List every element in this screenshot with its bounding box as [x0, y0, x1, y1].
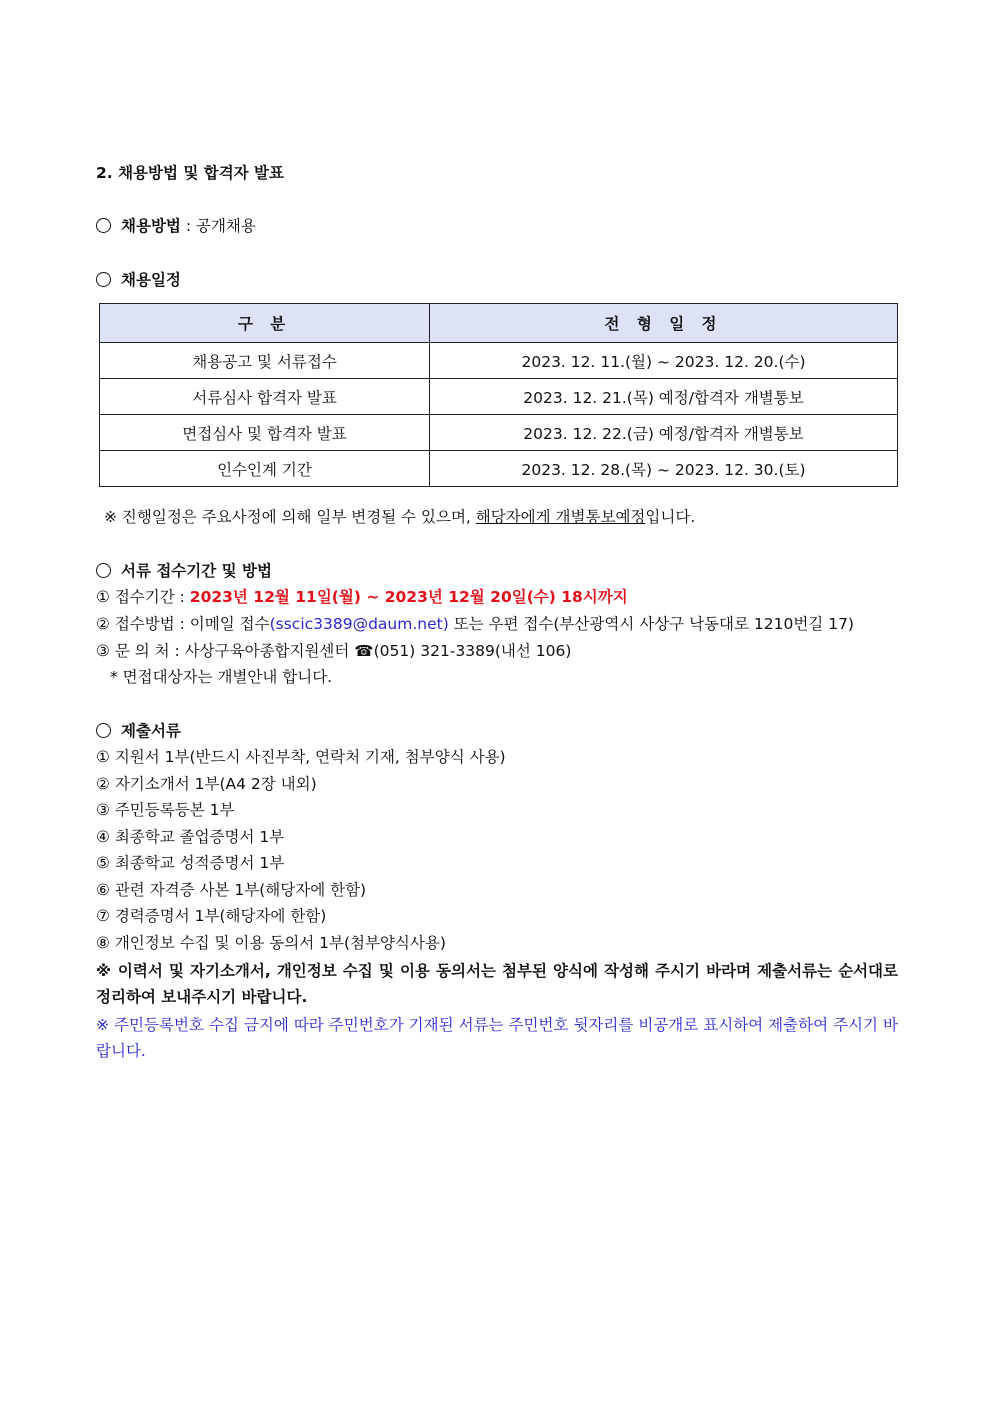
method-row — [96, 215, 256, 237]
period-value: 2023년 12월 11일(월) ~ 2023년 12월 20일(수) 18시까지 — [189, 588, 628, 606]
list-item: ② 자기소개서 1부(A4 2장 내외) — [96, 775, 317, 793]
method-separator: : — [180, 217, 196, 235]
circle-bullet-icon — [96, 563, 111, 578]
schedule-table — [99, 303, 898, 487]
stage-cell: 서류심사 합격자 발표 — [100, 379, 430, 415]
interview-note: * 면접대상자는 개별안내 합니다. — [110, 668, 333, 686]
stage-cell: 면접심사 및 합격자 발표 — [100, 415, 430, 451]
schedule-note — [104, 506, 695, 528]
submission-heading — [96, 560, 272, 582]
date-cell: 2023. 12. 11.(월) ~ 2023. 12. 20.(수) — [430, 343, 898, 379]
header-date: 전 형 일 정 — [430, 304, 898, 343]
submission-period — [96, 586, 628, 608]
documents-heading — [96, 720, 181, 742]
notice-bold: ※ 이력서 및 자기소개서, 개인정보 수집 및 이용 동의서는 첨부된 양식에 작성해 주시기 바라며 제출서류는 순서대로 정리하여 보내주시기 바랍니다. — [96, 962, 898, 1006]
notice-blue: ※ 주민등록번호 수집 금지에 따라 주민번호가 기재된 서류는 주민번호 뒷자리를 비공개로 표시하여 제출하여 주시기 바랍니다. — [96, 1016, 898, 1060]
list-item: ③ 주민등록등본 1부 — [96, 801, 235, 819]
table-row — [100, 415, 898, 451]
note-prefix: ※ 진행일정은 주요사정에 의해 일부 변경될 수 있으며, — [104, 508, 476, 526]
schedule-header-row — [100, 304, 898, 343]
stage-cell: 채용공고 및 서류접수 — [100, 343, 430, 379]
note-suffix: 입니다. — [645, 508, 696, 526]
header-stage: 구 분 — [100, 304, 430, 343]
method-suffix: 또는 우편 접수(부산광역시 사상구 낙동대로 1210번길 17) — [448, 615, 854, 633]
method-label-text: ② 접수방법 : 이메일 접수 — [96, 615, 270, 633]
list-item: ⑧ 개인정보 수집 및 이용 동의서 1부(첨부양식사용) — [96, 934, 446, 952]
contact-line: ③ 문 의 처 : 사상구육아종합지원센터 ☎(051) 321-3389(내선 106) — [96, 642, 572, 660]
table-row — [100, 451, 898, 487]
list-item: ⑤ 최종학교 성적증명서 1부 — [96, 854, 285, 872]
schedule-heading — [96, 269, 181, 291]
date-cell: 2023. 12. 21.(목) 예정/합격자 개별통보 — [430, 379, 898, 415]
table-row — [100, 379, 898, 415]
date-cell: 2023. 12. 22.(금) 예정/합격자 개별통보 — [430, 415, 898, 451]
method-label: 채용방법 — [121, 217, 181, 235]
date-cell: 2023. 12. 28.(목) ~ 2023. 12. 30.(토) — [430, 451, 898, 487]
list-item: ① 지원서 1부(반드시 사진부착, 연락처 기재, 첨부양식 사용) — [96, 748, 506, 766]
method-value: 공개채용 — [195, 217, 256, 235]
submission-label: 서류 접수기간 및 방법 — [121, 562, 272, 580]
stage-cell: 인수인계 기간 — [100, 451, 430, 487]
circle-bullet-icon — [96, 272, 111, 287]
circle-bullet-icon — [96, 723, 111, 738]
table-row — [100, 343, 898, 379]
period-label: ① 접수기간 : — [96, 588, 190, 606]
documents-label: 제출서류 — [121, 722, 181, 740]
list-item: ⑦ 경력증명서 1부(해당자에 한함) — [96, 907, 327, 925]
section-title: 2. 채용방법 및 합격자 발표 — [96, 164, 284, 182]
list-item: ⑥ 관련 자격증 사본 1부(해당자에 한함) — [96, 881, 367, 899]
note-underlined: 해당자에게 개별통보예정 — [475, 508, 646, 526]
schedule-label: 채용일정 — [121, 271, 181, 289]
circle-bullet-icon — [96, 218, 111, 233]
list-item: ④ 최종학교 졸업증명서 1부 — [96, 828, 285, 846]
email-link[interactable]: (sscic3389@daum.net) — [269, 615, 449, 633]
submission-method — [96, 613, 854, 635]
